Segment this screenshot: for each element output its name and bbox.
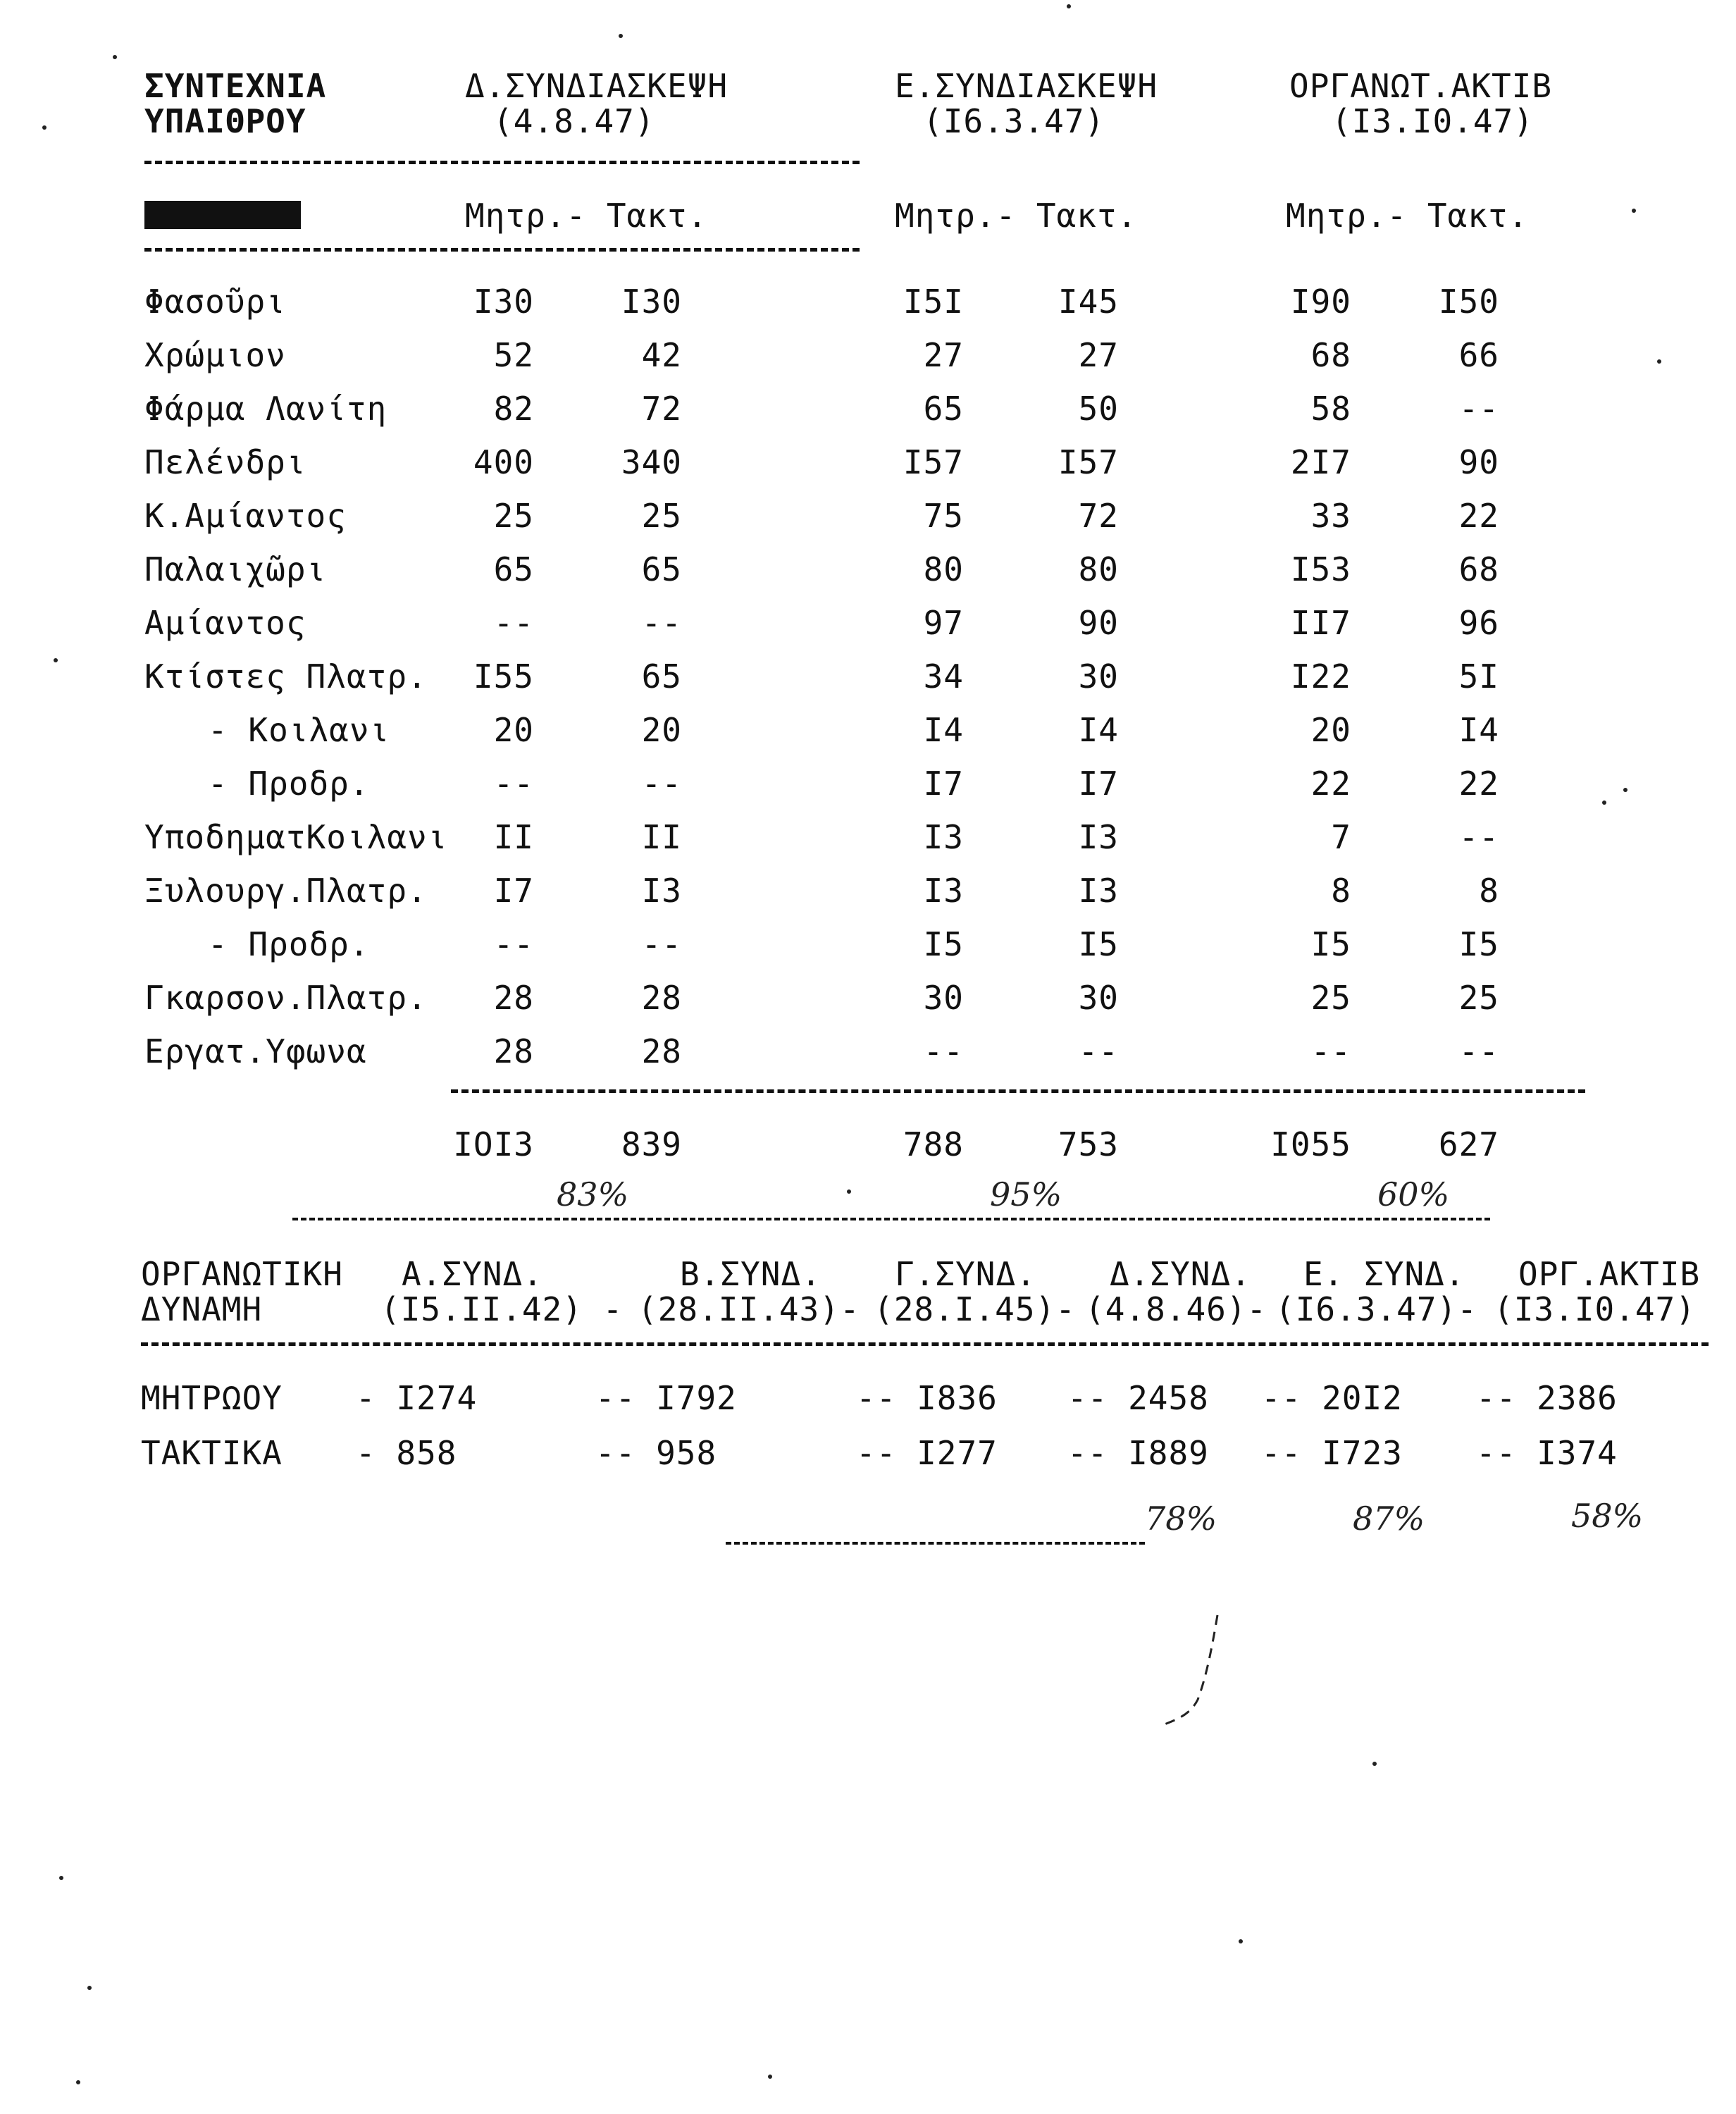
- cell: 68: [1458, 550, 1499, 588]
- cell: 22: [1458, 497, 1499, 535]
- cell: 2Ι7: [1290, 443, 1351, 481]
- s2-cell: -- Ι792: [595, 1379, 737, 1417]
- cell: Ι90: [1290, 283, 1351, 321]
- cell: 25: [641, 497, 682, 535]
- s2-header-title: Β.ΣΥΝΔ.: [680, 1255, 822, 1293]
- cell: 28: [493, 1032, 534, 1070]
- scan-speck: [768, 2075, 772, 2079]
- cell: Ι3: [923, 818, 964, 856]
- cell: 65: [923, 390, 964, 428]
- col1-title: Δ.ΣΥΝΔΙΑΣΚΕΨΗ: [465, 67, 728, 105]
- cell: 25: [493, 497, 534, 535]
- section1-heading-line2: ΥΠΑΙΘΡΟΥ: [144, 102, 306, 140]
- cell: 25: [1310, 979, 1351, 1017]
- scan-speck: [76, 2080, 80, 2084]
- col3-date: (Ι3.Ι0.47): [1332, 102, 1534, 140]
- row-name: - Προδρ.: [208, 765, 370, 803]
- section1-heading-line1: ΣΥΝΤΕΧΝΙΑ: [144, 67, 327, 105]
- cell: --: [641, 604, 682, 642]
- col1-date: (4.8.47): [493, 102, 655, 140]
- cell: 72: [641, 390, 682, 428]
- section2-label-line2: ΔΥΝΑΜΗ: [141, 1290, 263, 1328]
- row-name: - Κοιλανι: [208, 711, 390, 749]
- s2-cell: -- Ι277: [856, 1434, 998, 1472]
- cell: 20: [493, 711, 534, 749]
- handwritten-percent: 83%: [557, 1175, 629, 1213]
- cell: --: [1078, 1032, 1119, 1070]
- scan-speck: [54, 658, 58, 662]
- row-name: Χρώμιον: [144, 336, 286, 374]
- scan-speck: [847, 1189, 851, 1194]
- cell: 68: [1310, 336, 1351, 374]
- s2-header-title: Ε. ΣΥΝΔ.: [1303, 1255, 1465, 1293]
- s2-row-label: ΤΑΚΤΙΚΑ: [141, 1434, 283, 1472]
- cell: Ι55: [473, 657, 534, 696]
- s2-cell: -- Ι723: [1261, 1434, 1403, 1472]
- scan-speck: [1623, 788, 1628, 792]
- cell: ΙΙ: [641, 818, 682, 856]
- cell: 80: [1078, 550, 1119, 588]
- s2-header-date: (28.ΙΙ.43)-: [638, 1290, 860, 1328]
- row-name: Κ.Αμίαντος: [144, 497, 347, 535]
- col3-title: ΟΡΓΑΝΩΤ.ΑΚΤΙΒ: [1289, 67, 1553, 105]
- cell: 20: [641, 711, 682, 749]
- total-cell: 627: [1438, 1125, 1499, 1163]
- s2-header-date: (4.8.46)-: [1085, 1290, 1267, 1328]
- cell: 7: [1331, 818, 1351, 856]
- cell: 5Ι: [1458, 657, 1499, 696]
- cell: 34: [923, 657, 964, 696]
- cell: --: [493, 925, 534, 963]
- cell: 72: [1078, 497, 1119, 535]
- cell: Ι7: [493, 872, 534, 910]
- cell: Ι5: [1458, 925, 1499, 963]
- scan-speck: [59, 1876, 63, 1880]
- total-cell: Ι055: [1270, 1125, 1351, 1163]
- section2-label-line1: ΟΡΓΑΝΩΤΙΚΗ: [141, 1255, 343, 1293]
- scan-speck: [87, 1986, 92, 1990]
- cell: ΙΙ7: [1290, 604, 1351, 642]
- cell: 28: [641, 979, 682, 1017]
- cell: --: [493, 604, 534, 642]
- col1-subheader: Μητρ.- Τακτ.: [465, 197, 708, 235]
- handwritten-percent: 87%: [1353, 1500, 1425, 1538]
- s2-header-date: (Ι6.3.47)-: [1275, 1290, 1477, 1328]
- scan-speck: [1239, 1939, 1243, 1943]
- row-name: Γκαρσον.Πλατρ.: [144, 979, 428, 1017]
- cell: 65: [641, 657, 682, 696]
- row-name: Φασοῦρι: [144, 283, 286, 321]
- cell: 340: [621, 443, 682, 481]
- total-cell: ΙΟΙ3: [453, 1125, 534, 1163]
- s2-cell: - 858: [356, 1434, 457, 1472]
- s2-cell: -- Ι889: [1067, 1434, 1209, 1472]
- cell: Ι5Ι: [903, 283, 964, 321]
- cell: 8: [1479, 872, 1499, 910]
- cell: 25: [1458, 979, 1499, 1017]
- cell: --: [923, 1032, 964, 1070]
- cell: 58: [1310, 390, 1351, 428]
- cell: 30: [1078, 657, 1119, 696]
- scan-speck: [1067, 4, 1071, 8]
- cell: 22: [1310, 765, 1351, 803]
- cell: 96: [1458, 604, 1499, 642]
- cell: 400: [473, 443, 534, 481]
- col2-title: Ε.ΣΥΝΔΙΑΣΚΕΨΗ: [895, 67, 1158, 105]
- cell: 66: [1458, 336, 1499, 374]
- handwritten-percent: 95%: [990, 1175, 1062, 1213]
- handwritten-percent: 78%: [1145, 1500, 1217, 1538]
- s2-cell: -- Ι374: [1476, 1434, 1618, 1472]
- s2-row-label: ΜΗΤΡΩΟΥ: [141, 1379, 283, 1417]
- cell: Ι22: [1290, 657, 1351, 696]
- cell: 20: [1310, 711, 1351, 749]
- cell: Ι5: [923, 925, 964, 963]
- cell: 90: [1458, 443, 1499, 481]
- cell: 97: [923, 604, 964, 642]
- cell: 65: [493, 550, 534, 588]
- s2-header-date: (Ι5.ΙΙ.42) -: [380, 1290, 624, 1328]
- cell: --: [493, 765, 534, 803]
- row-name: Φάρμα Λανίτη: [144, 390, 388, 428]
- s2-header-date: (28.Ι.45)-: [874, 1290, 1076, 1328]
- cell: --: [1458, 390, 1499, 428]
- cell: Ι5: [1310, 925, 1351, 963]
- s2-header-title: ΟΡΓ.ΑΚΤΙΒ: [1518, 1255, 1701, 1293]
- s2-header-date: (Ι3.Ι0.47): [1494, 1290, 1696, 1328]
- cell: 75: [923, 497, 964, 535]
- cell: --: [641, 765, 682, 803]
- scan-speck: [619, 34, 623, 38]
- cell: Ι3: [1078, 818, 1119, 856]
- cell: Ι3: [923, 872, 964, 910]
- scan-speck: [42, 125, 46, 130]
- s2-cell: -- 958: [595, 1434, 717, 1472]
- row-name: Ξυλουργ.Πλατρ.: [144, 872, 428, 910]
- cell: 52: [493, 336, 534, 374]
- s2-header-title: Δ.ΣΥΝΔ.: [1110, 1255, 1251, 1293]
- cell: Ι3: [1078, 872, 1119, 910]
- cell: 28: [641, 1032, 682, 1070]
- total-cell: 788: [903, 1125, 964, 1163]
- row-name: - Προδρ.: [208, 925, 370, 963]
- col2-subheader: Μητρ.- Τακτ.: [895, 197, 1138, 235]
- cell: Ι3: [641, 872, 682, 910]
- handwritten-percent: 58%: [1571, 1497, 1644, 1535]
- row-name: Κτίστες Πλατρ.: [144, 657, 428, 696]
- scan-speck: [113, 55, 117, 59]
- cell: Ι4: [923, 711, 964, 749]
- cell: Ι7: [1078, 765, 1119, 803]
- scan-speck: [1372, 1762, 1377, 1766]
- cell: --: [1310, 1032, 1351, 1070]
- cell: Ι4: [1458, 711, 1499, 749]
- cell: Ι30: [621, 283, 682, 321]
- s2-cell: -- 2386: [1476, 1379, 1618, 1417]
- cell: Ι53: [1290, 550, 1351, 588]
- cell: 27: [1078, 336, 1119, 374]
- row-name: Αμίαντος: [144, 604, 306, 642]
- cell: 30: [923, 979, 964, 1017]
- cell: Ι4: [1078, 711, 1119, 749]
- col3-subheader: Μητρ.- Τακτ.: [1286, 197, 1529, 235]
- total-cell: 839: [621, 1125, 682, 1163]
- col2-date: (Ι6.3.47): [923, 102, 1105, 140]
- row-name: Παλαιχῶρι: [144, 550, 327, 588]
- cell: 42: [641, 336, 682, 374]
- cell: 8: [1331, 872, 1351, 910]
- s2-cell: -- 2458: [1067, 1379, 1209, 1417]
- cell: 80: [923, 550, 964, 588]
- cell: Ι57: [903, 443, 964, 481]
- cell: Ι57: [1058, 443, 1119, 481]
- cell: --: [641, 925, 682, 963]
- s2-cell: - Ι274: [356, 1379, 478, 1417]
- cell: 50: [1078, 390, 1119, 428]
- cell: 27: [923, 336, 964, 374]
- scan-speck: [1602, 801, 1606, 805]
- row-name: Εργατ.Υφωνα: [144, 1032, 367, 1070]
- row-name: ΥποδηματΚοιλανι: [144, 818, 448, 856]
- scan-speck: [1657, 359, 1661, 364]
- handwritten-percent: 60%: [1377, 1175, 1450, 1213]
- cell: 28: [493, 979, 534, 1017]
- cell: 82: [493, 390, 534, 428]
- s2-header-title: Γ.ΣΥΝΔ.: [895, 1255, 1036, 1293]
- cell: 30: [1078, 979, 1119, 1017]
- s2-header-title: Α.ΣΥΝΔ.: [402, 1255, 543, 1293]
- cell: Ι7: [923, 765, 964, 803]
- s2-cell: -- 20Ι2: [1261, 1379, 1403, 1417]
- row-name: Πελένδρι: [144, 443, 306, 481]
- cell: Ι5: [1078, 925, 1119, 963]
- total-cell: 753: [1058, 1125, 1119, 1163]
- cell: --: [1458, 818, 1499, 856]
- s2-cell: -- Ι836: [856, 1379, 998, 1417]
- cell: 33: [1310, 497, 1351, 535]
- cell: Ι30: [473, 283, 534, 321]
- scan-speck: [1632, 209, 1636, 213]
- cell: 90: [1078, 604, 1119, 642]
- cell: 22: [1458, 765, 1499, 803]
- cell: --: [1458, 1032, 1499, 1070]
- cell: ΙΙ: [493, 818, 534, 856]
- cell: 65: [641, 550, 682, 588]
- cell: Ι45: [1058, 283, 1119, 321]
- cell: Ι50: [1438, 283, 1499, 321]
